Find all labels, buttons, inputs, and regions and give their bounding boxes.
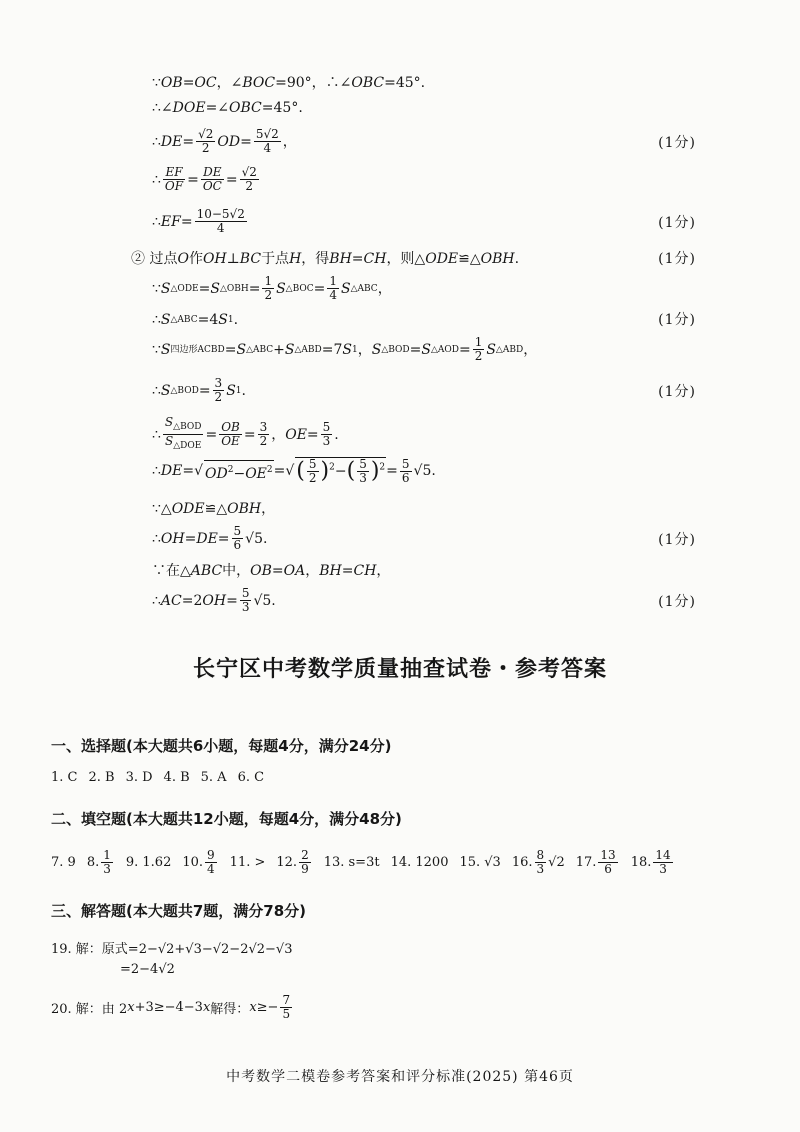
answer-item: 4. B [163,770,190,785]
answer-item: 15. √3 [459,854,501,870]
answer-item: 12. $\frac{2}{9}$ [276,847,309,876]
answer-page: ∵ OB = OC ，∠ BOC =90°，∴∠ OBC =45°. ∴∠ DOE =∠ OBC =45°. ∴ DE = $\frac{√2}{2}$ OD = $\frac{5√2}{4}$ ， (1分) ∴ $\frac{EF}{OF}$ = $\frac{DE}{OC}$ = $\frac{√2}{2}$ ∴ EF = $\frac{10-5√2}{4}$ (1分) ② 过点 O 作 OH ⊥ BC 于点 H ，得 BH = CH ，则△ ODE ≌△ OBH . (1分) ∵ S △ODE = S △OBH = $\frac{1}{2}$ S △BOC = $\frac{1}{4}$ S △ABC ， ∴ S △ABC =4 S 1 . (1分) ∵ S 四边形ACBD = S △ABC + S △ABD =7 S 1 ， S △BOD = S △AOD = $\frac{1}{2}$ S △ABD ， ∴ S △BOD = $\frac{3}{2}$ S 1 . (1分) ∴ $\frac{S_{\triangle BOD}}{S_{\triangle DOE}}$ = $\frac{OB}{OE}$ = $\frac{3}{2}$ ， OE = $\frac{5}{3}$ . ∴ DE =√ $OD^2-OE^2$ =√ ( $\frac{5}{2}$ )$^2$−( $\frac{5}{3}$ )$^2$ = $\frac{5}{6}$ √5. ∵△ ODE ≌△ OBH ， ∴ OH = DE = $\frac{5}{6}$ √5. (1分) ∵在△ ABC 中， OB = OA ， BH = CH ， ∴ AC =2 OH = $\frac{5}{3}$ √5. (1分) 长宁区中考数学质量抽查试卷・参考答案 一、选择题(本大题共6小题，每题4分，满分24分) 1. C 2. B 3. D 4. B 5. A 6. C 二、填空题(本大题共12小题，每题4分，满分48分) 7. 9 8. $\frac{1}{3}$ 9. 1.62 10. $\frac{9}{4}$ 11. > 12. $\frac{2}{9}$ 13. s=3t 14. 1200 15. √3 16. $\frac{8}{3}$ √2 17. $\frac{13}{6}$ 18. $\frac{14}{3}$ 三、解答题(本大题共7题，满分78分) 19. 解：原式=2−√2+√3−√2−2√2−√3 =2−4√2 20. 解：由 2 x +3≥−4−3 x 解得： x ≥− $\frac{7}{5}$ 中考数学二模卷参考答案和评分标准(2025) 第46页 [0,0,800,1132]
answer-item: 18. $\frac{14}{3}$ [630,847,671,876]
answer-item: 10. $\frac{9}{4}$ [182,847,215,876]
answer-item: 1. C [51,770,78,785]
section-heading-solve: 三、解答题(本大题共7题，满分78分) [51,902,307,920]
score-mark: (1分) [658,135,696,151]
score-mark: (1分) [658,215,696,231]
answer-item: 11. > [229,854,266,870]
score-mark: (1分) [658,594,696,610]
q19-line-2: =2−4√2 [120,962,175,977]
proof-line-14: ∴ OH = DE = $\frac{5}{6}$ √5. (1分) [152,524,696,552]
score-mark: (1分) [658,251,696,267]
answer-item: 8. $\frac{1}{3}$ [86,847,111,876]
proof-line-10: ∴ S △BOD = $\frac{3}{2}$ S 1 . (1分) [152,376,696,404]
answer-key-title: 长宁区中考数学质量抽查试卷・参考答案 [192,657,607,682]
answer-item: 6. C [237,770,265,785]
proof-line-3: ∴ DE = $\frac{√2}{2}$ OD = $\frac{5√2}{4}$ ， (1分) [152,127,696,155]
score-mark: (1分) [658,532,696,548]
proof-line-11: ∴ $\frac{S_{\triangle BOD}}{S_{\triangle DOE}}$ = $\frac{OB}{OE}$ = $\frac{3}{2}$ ， OE = $\frac{5}{3}$ . [152,415,339,451]
answer-item: 17. $\frac{13}{6}$ [575,847,616,876]
answer-item: 7. 9 [51,854,76,870]
answer-item: 13. s=3t [323,854,380,870]
proof-line-9: ∵ S 四边形ACBD = S △ABC + S △ABD =7 S 1 ， S △BOD = S △AOD = $\frac{1}{2}$ S △ABD ， [152,335,538,363]
proof-line-16: ∴ AC =2 OH = $\frac{5}{3}$ √5. (1分) [152,586,696,614]
fill-answers [51,846,686,878]
q19-line-1: 19. 解：原式=2−√2+√3−√2−2√2−√3 [51,942,293,957]
proof-line-7: ∵ S △ODE = S △OBH = $\frac{1}{2}$ S △BOC = $\frac{1}{4}$ S △ABC ， [152,274,392,302]
answer-item: 16. $\frac{8}{3}$ √2 [511,847,565,876]
answer-item: 2. B [88,770,115,785]
page-footer: 中考数学二模卷参考答案和评分标准(2025) 第46页 [226,1069,574,1085]
q20-line-1: 20. 解：由 2 x +3≥−4−3 x 解得： x ≥− $\frac{7}{5}$ [51,992,291,1021]
choice-answers [51,770,275,785]
answer-item: 5. A [200,770,227,785]
proof-line-5: ∴ EF = $\frac{10-5√2}{4}$ (1分) [152,207,696,235]
section-heading-choice: 一、选择题(本大题共6小题，每题4分，满分24分) [51,737,392,755]
proof-line-12: ∴ DE =√ $OD^2-OE^2$ =√ ( $\frac{5}{2}$ )$^2$−( $\frac{5}{3}$ )$^2$ = $\frac{5}{6}$ √5. [152,456,436,485]
score-mark: (1分) [658,384,696,400]
section-heading-fill: 二、填空题(本大题共12小题，每题4分，满分48分) [51,810,402,828]
answer-item: 9. 1.62 [125,854,172,870]
proof-line-4: ∴ $\frac{EF}{OF}$ = $\frac{DE}{OC}$ = $\frac{√2}{2}$ [152,165,257,193]
answer-item: 14. 1200 [390,854,449,870]
score-mark: (1分) [658,312,696,328]
answer-item: 3. D [125,770,153,785]
